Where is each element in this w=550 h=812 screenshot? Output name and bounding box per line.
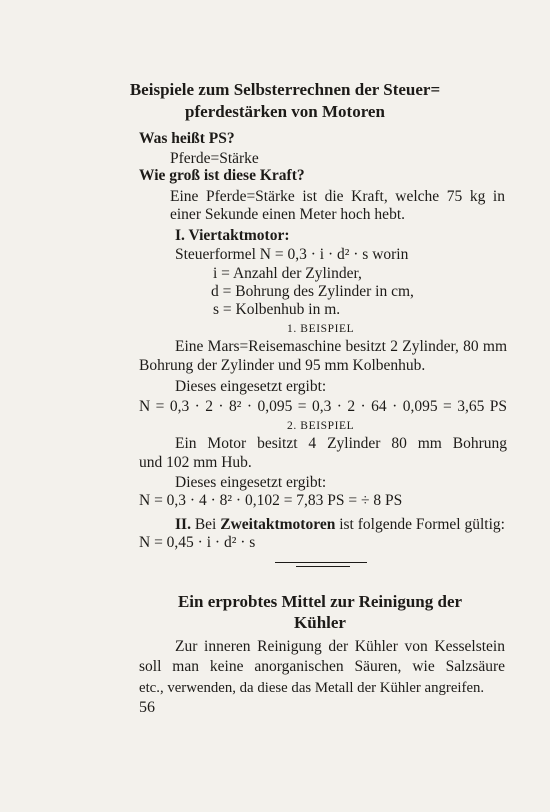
answer-force-line-1: Eine Pferde=Stärke ist die Kraft, welche 75 kg in — [170, 188, 505, 205]
question-force: Wie groß ist diese Kraft? — [139, 167, 305, 184]
answer-ps: Pferde=Stärke — [170, 150, 259, 167]
two-stroke-formula: N = 0,45 · i · d² · s — [139, 534, 256, 551]
example-2-text-line-2: und 102 mm Hub. — [139, 454, 252, 471]
page-number: 56 — [139, 699, 155, 716]
section-2-title-line-2: Kühler — [294, 613, 346, 632]
four-stroke-formula: Steuerformel N = 0,3 · i · d² · s worin — [175, 246, 409, 263]
example-2-calculation: N = 0,3 · 4 · 8² · 0,102 = 7,83 PS = ÷ 8 PS — [139, 492, 403, 509]
example-1-result-intro: Dieses eingesetzt ergibt: — [175, 378, 327, 395]
example-2-label: 2. BEISPIEL — [287, 420, 355, 432]
section-title-line-1: Beispiele zum Selbsterrechnen der Steuer= — [129, 80, 441, 99]
two-stroke-heading — [175, 515, 505, 535]
example-1-calculation: N = 0,3 · 2 · 8² · 0,095 = 0,3 · 2 · 64 · 0,095 = 3,65 PS — [139, 398, 507, 415]
definition-s: s = Kolbenhub in m. — [213, 301, 341, 318]
answer-force-line-2: einer Sekunde einen Meter hoch hebt. — [170, 206, 405, 223]
section-2-text-line-1: Zur inneren Reinigung der Kühler von Kesselstein — [175, 638, 505, 655]
two-stroke-heading-text: Bei — [190, 516, 221, 533]
section-2-text-line-2: soll man keine anorganischen Säuren, wie Salzsäure — [139, 658, 505, 675]
two-stroke-heading-rest: ist folgende Formel gültig: — [335, 516, 505, 533]
definition-i: i = Anzahl der Zylinder, — [213, 265, 362, 282]
section-title-line-2: pferdestärken von Motoren — [185, 102, 385, 121]
two-stroke-heading-bold: Zweitaktmotoren — [220, 516, 336, 533]
example-2-result-intro: Dieses eingesetzt ergibt: — [175, 474, 327, 491]
definition-d: d = Bohrung des Zylinder in cm, — [211, 283, 414, 300]
two-stroke-heading-prefix: II. — [175, 516, 191, 533]
example-1-text-line-1: Eine Mars=Reisemaschine besitzt 2 Zylinder, 80 mm — [175, 338, 507, 355]
four-stroke-heading: I. Viertaktmotor: — [175, 227, 290, 244]
example-2-text-line-1: Ein Motor besitzt 4 Zylinder 80 mm Bohrung — [175, 435, 507, 452]
section-2-title-line-1: Ein erprobtes Mittel zur Reinigung der — [177, 592, 463, 611]
example-1-text-line-2: Bohrung der Zylinder und 95 mm Kolbenhub. — [139, 357, 426, 374]
example-1-label: 1. BEISPIEL — [287, 323, 355, 335]
section-2-text-line-3: etc., verwenden, da diese das Metall der Kühler angreifen. — [139, 680, 485, 696]
question-ps: Was heißt PS? — [139, 130, 235, 147]
